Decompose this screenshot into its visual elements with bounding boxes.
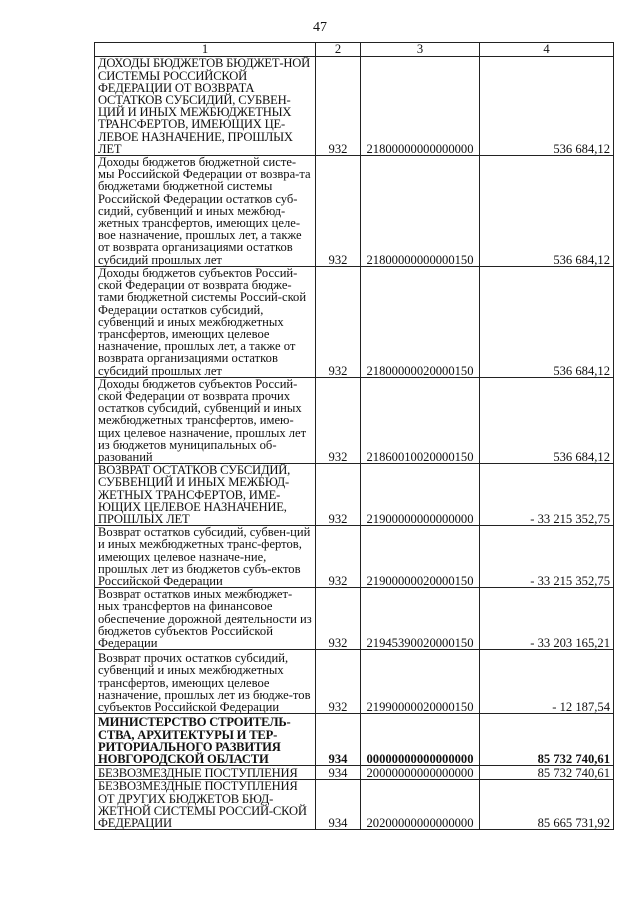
admin-code: 934 [316, 780, 361, 830]
table-row [95, 464, 614, 526]
budget-class-code: 21800000000000150 [361, 156, 480, 267]
table-row [95, 766, 614, 780]
admin-code: 932 [316, 464, 361, 526]
income-name: БЕЗВОЗМЕЗДНЫЕ ПОСТУПЛЕНИЯ [95, 766, 316, 780]
amount: 85 732 740,61 [480, 766, 614, 780]
income-name: МИНИСТЕРСТВО СТРОИТЕЛЬ-СТВА, АРХИТЕКТУРЫ И ТЕР-РИТОРИАЛЬНОГО РАЗВИТИЯ НОВГОРОДСКОЙ ОБЛАСТИ [95, 714, 316, 766]
income-name: Возврат остатков иных межбюджет-ных трансфертов на финансовое обеспечение дорожной деятельности из бюджетов субъектов Российской Федерации [95, 588, 316, 650]
amount: 536 684,12 [480, 57, 614, 156]
amount: 536 684,12 [480, 266, 614, 377]
table-row [95, 57, 614, 156]
budget-class-code: 00000000000000000 [361, 714, 480, 766]
table-row [95, 780, 614, 830]
income-name: Доходы бюджетов субъектов Россий-ской Федерации от возврата прочих остатков субсидий, субвенций и иных межбюджетных трансфертов, имею-щих целевое назначение, прошлых лет из бюджетов муниципальных об-разований [95, 377, 316, 463]
income-name: Возврат остатков субсидий, субвен-ций и иных межбюджетных транс-фертов, имеющих целевое назначе-ние, прошлых лет из бюджетов субъ-ектов Российской Федерации [95, 526, 316, 588]
amount: 536 684,12 [480, 377, 614, 463]
budget-class-code: 20000000000000000 [361, 766, 480, 780]
admin-code: 932 [316, 526, 361, 588]
table-row [95, 266, 614, 377]
admin-code: 932 [316, 266, 361, 377]
table-row [95, 650, 614, 714]
income-name: Возврат прочих остатков субсидий, субвенций и иных межбюджетных трансфертов, имеющих целевое назначение, прошлых лет из бюдже-тов субъектов Российской Федерации [95, 650, 316, 714]
budget-class-code: 21800000000000000 [361, 57, 480, 156]
admin-code: 932 [316, 588, 361, 650]
amount: 536 684,12 [480, 156, 614, 267]
table-row [95, 377, 614, 463]
table-row [95, 526, 614, 588]
amount: - 33 215 352,75 [480, 464, 614, 526]
column-header: 1 [95, 43, 316, 57]
budget-class-code: 21800000020000150 [361, 266, 480, 377]
admin-code: 932 [316, 57, 361, 156]
income-name: Доходы бюджетов бюджетной систе-мы Российской Федерации от возвра-та бюджетами бюджетной системы Российской Федерации остатков суб-сидий, субвенций и иных межбюд-жетных трансфертов, имеющих целе-вое назначение, прошлых лет, а также от возврата организациями остатков субсидий прошлых лет [95, 156, 316, 267]
column-header: 3 [361, 43, 480, 57]
amount: 85 665 731,92 [480, 780, 614, 830]
budget-class-code: 21900000000000000 [361, 464, 480, 526]
amount: - 33 215 352,75 [480, 526, 614, 588]
amount: - 12 187,54 [480, 650, 614, 714]
admin-code: 932 [316, 650, 361, 714]
budget-class-code: 21860010020000150 [361, 377, 480, 463]
column-header: 2 [316, 43, 361, 57]
amount: 85 732 740,61 [480, 714, 614, 766]
admin-code: 934 [316, 766, 361, 780]
income-name: ДОХОДЫ БЮДЖЕТОВ БЮДЖЕТ-НОЙ СИСТЕМЫ РОССИЙСКОЙ ФЕДЕРАЦИИ ОТ ВОЗВРАТА ОСТАТКОВ СУБСИДИЙ, СУБВЕН-ЦИЙ И ИНЫХ МЕЖБЮДЖЕТНЫХ ТРАНСФЕРТОВ, ИМЕЮЩИХ ЦЕ-ЛЕВОЕ НАЗНАЧЕНИЕ, ПРОШЛЫХ ЛЕТ [95, 57, 316, 156]
income-name: БЕЗВОЗМЕЗДНЫЕ ПОСТУПЛЕНИЯ ОТ ДРУГИХ БЮДЖЕТОВ БЮД-ЖЕТНОЙ СИСТЕМЫ РОССИЙ-СКОЙ ФЕДЕРАЦИИ [95, 780, 316, 830]
admin-code: 934 [316, 714, 361, 766]
column-header: 4 [480, 43, 614, 57]
income-name: Доходы бюджетов субъектов Россий-ской Федерации от возврата бюдже-тами бюджетной системы Россий-ской Федерации остатков субсидий, субвенций и иных межбюджетных трансфертов, имеющих целевое назначение, прошлых лет, а также от возврата организациями остатков субсидий прошлых лет [95, 266, 316, 377]
admin-code: 932 [316, 156, 361, 267]
amount: - 33 203 165,21 [480, 588, 614, 650]
budget-class-code: 21990000020000150 [361, 650, 480, 714]
table-row [95, 588, 614, 650]
table-header-row [95, 43, 614, 57]
budget-class-code: 21900000020000150 [361, 526, 480, 588]
budget-class-code: 20200000000000000 [361, 780, 480, 830]
budget-class-code: 21945390020000150 [361, 588, 480, 650]
admin-code: 932 [316, 377, 361, 463]
budget-revenue-table [94, 42, 614, 830]
page-number: 47 [313, 20, 327, 35]
table-row [95, 714, 614, 766]
income-name: ВОЗВРАТ ОСТАТКОВ СУБСИДИЙ, СУБВЕНЦИЙ И ИНЫХ МЕЖБЮД-ЖЕТНЫХ ТРАНСФЕРТОВ, ИМЕ-ЮЩИХ ЦЕЛЕВОЕ НАЗНАЧЕНИЕ, ПРОШЛЫХ ЛЕТ [95, 464, 316, 526]
table-row [95, 156, 614, 267]
